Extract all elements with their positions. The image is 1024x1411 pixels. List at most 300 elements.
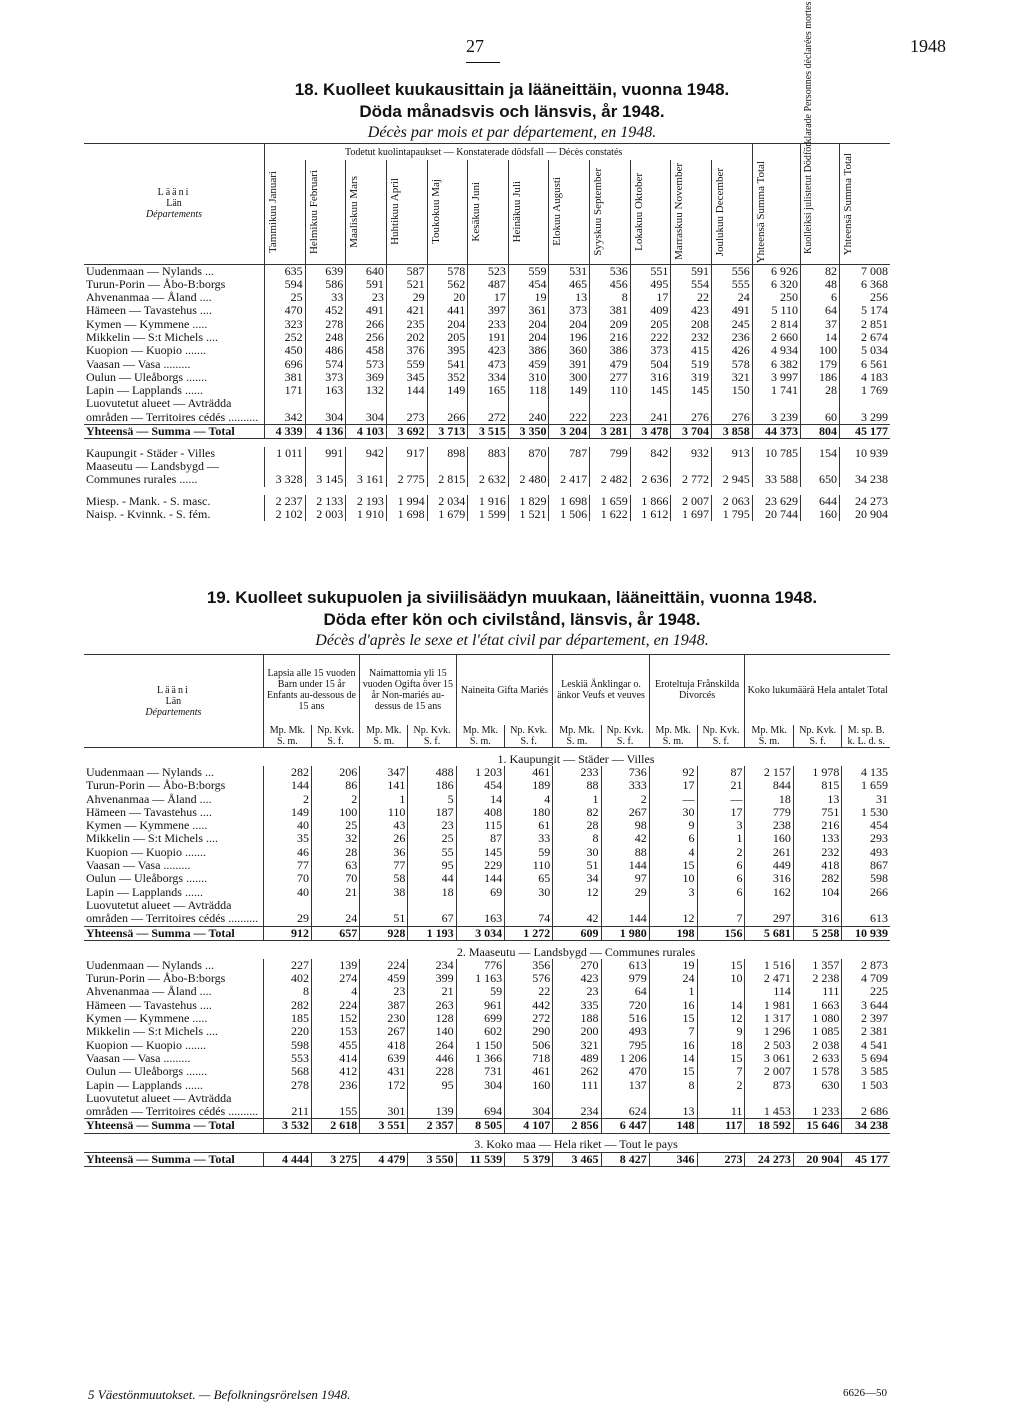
row-label: Hämeen — Tavastehus .... — [86, 303, 212, 318]
section-row — [84, 748, 890, 767]
cell: 3 034 — [456, 926, 504, 940]
row-label: Uudenmaan — Nylands ... — [86, 957, 214, 972]
cell: 10 — [649, 872, 697, 885]
cell: 1 011 — [265, 447, 306, 460]
cell — [697, 985, 745, 998]
cell: 216 — [793, 819, 841, 832]
col-header-4: Toukokuu Maj — [429, 179, 442, 245]
stub-header-fi: Lääni — [157, 187, 191, 199]
cell: 198 — [649, 926, 697, 940]
group-header-3: Leskiä Änklingar o. änkor Veufs et veuves — [553, 655, 649, 726]
cell: 657 — [311, 926, 359, 940]
cell: 559 — [508, 264, 549, 278]
row-label: Ahvenanmaa — Åland .... — [86, 984, 212, 999]
cell: 4 107 — [505, 1119, 553, 1133]
table-row — [84, 331, 890, 344]
cell: 4 136 — [305, 425, 346, 439]
cell: 491 — [712, 304, 753, 317]
cell: 4 339 — [265, 425, 306, 439]
cell: 373 — [305, 371, 346, 384]
cell: 883 — [468, 447, 509, 460]
cell: 2 636 — [630, 460, 671, 487]
cell: 346 — [649, 1152, 697, 1166]
col-header-0: Tammikuu Januari — [267, 170, 279, 253]
cell: 1 085 — [793, 1025, 841, 1038]
table-row — [84, 358, 890, 371]
cell: 576 — [505, 972, 553, 985]
cell: 117 — [697, 1119, 745, 1133]
cell: 11 — [697, 1092, 745, 1119]
cell: 26 — [360, 832, 408, 845]
cell: 1 521 — [508, 508, 549, 521]
row-label: Ahvenanmaa — Åland .... — [86, 290, 212, 305]
cell: 360 — [549, 344, 590, 357]
cell: 20 744 — [752, 508, 800, 521]
cell: 516 — [601, 1012, 649, 1025]
table-row — [84, 872, 890, 885]
cell: 160 — [745, 832, 793, 845]
cell: 1 — [697, 832, 745, 845]
cell: 334 — [468, 371, 509, 384]
cell: 3 585 — [842, 1065, 890, 1078]
cell: 240 — [508, 397, 549, 424]
subcol-header: M. sp. B. k. L. d. s. — [842, 725, 890, 748]
cell: 506 — [505, 1039, 553, 1052]
row-label: Turun-Porin — Åbo-B:borgs — [86, 971, 226, 986]
cell: 3 350 — [508, 425, 549, 439]
cell: 153 — [311, 1025, 359, 1038]
table-row — [84, 1065, 890, 1078]
table-row — [84, 793, 890, 806]
cell: 188 — [553, 1012, 601, 1025]
group-header: Todetut kuolintapaukset — Konstaterade dödsfall — Décès constatés — [265, 144, 753, 161]
cell: 751 — [793, 806, 841, 819]
cell: 33 588 — [752, 460, 800, 487]
cell: 28 — [801, 384, 840, 397]
cell: 2 034 — [427, 495, 468, 508]
cell: 77 — [263, 859, 311, 872]
cell: 2 660 — [752, 331, 800, 344]
row-label: Kuopion — Kuopio ....... — [86, 343, 206, 358]
cell: 2 381 — [842, 1025, 890, 1038]
table18-title-fi: 18. Kuolleet kuukausittain ja lääneittäin, vuonna 1948. — [294, 80, 730, 99]
row-label: Hämeen — Tavastehus .... — [86, 804, 212, 819]
cell: 304 — [305, 397, 346, 424]
cell: 29 — [386, 291, 427, 304]
cell: 2 007 — [671, 495, 712, 508]
cell: 38 — [360, 886, 408, 899]
cell: 381 — [590, 304, 631, 317]
table-row — [84, 397, 890, 424]
cell: 1 916 — [468, 495, 509, 508]
cell: 541 — [427, 358, 468, 371]
cell: 2 063 — [712, 495, 753, 508]
cell: 18 592 — [745, 1119, 793, 1133]
cell: 441 — [427, 304, 468, 317]
cell: 2 102 — [265, 508, 306, 521]
cell: 10 785 — [752, 447, 800, 460]
cell: 40 — [263, 886, 311, 899]
cell: 867 — [842, 859, 890, 872]
cell: 18 — [745, 793, 793, 806]
cell: 17 — [630, 291, 671, 304]
cell: 256 — [346, 331, 387, 344]
cell: 1 622 — [590, 508, 631, 521]
row-label: Lapin — Lapplands ...... — [86, 884, 203, 899]
cell: 555 — [712, 278, 753, 291]
cell: 248 — [305, 331, 346, 344]
cell: 45 177 — [842, 1152, 890, 1166]
cell: 321 — [553, 1039, 601, 1052]
cell: 274 — [311, 972, 359, 985]
table-row — [84, 1052, 890, 1065]
cell: 15 — [649, 859, 697, 872]
cell: 495 — [630, 278, 671, 291]
cell: 1 233 — [793, 1092, 841, 1119]
cell: 23 — [408, 819, 456, 832]
cell: 205 — [427, 331, 468, 344]
cell: 273 — [386, 397, 427, 424]
cell: 5 174 — [840, 304, 891, 317]
cell: 873 — [745, 1079, 793, 1092]
subcol-header: Np. Kvk. S. f. — [505, 725, 553, 748]
footer-right: 6626—50 — [843, 1387, 887, 1399]
cell: 22 — [505, 985, 553, 998]
cell: 1 506 — [549, 508, 590, 521]
cell: 2 357 — [408, 1119, 456, 1133]
group-header-5: Koko lukumäärä Hela antalet Total — [745, 655, 890, 726]
row-label: Kymen — Kymmene ..... — [86, 818, 208, 833]
cell: 82 — [553, 806, 601, 819]
cell: 386 — [590, 344, 631, 357]
cell: 110 — [505, 859, 553, 872]
table-row — [84, 806, 890, 819]
subcol-header: Mp. Mk. S. m. — [745, 725, 793, 748]
col-header-3: Huhtikuu April — [388, 178, 401, 246]
cell: 16 — [649, 999, 697, 1012]
cell: 5 694 — [842, 1052, 890, 1065]
cell: 252 — [265, 331, 306, 344]
cell: 423 — [468, 344, 509, 357]
cell: 423 — [553, 972, 601, 985]
table-row — [84, 766, 890, 779]
row-label: Uudenmaan — Nylands ... — [86, 263, 214, 278]
cell: 7 — [697, 1065, 745, 1078]
cell: 554 — [671, 278, 712, 291]
cell: 3 — [697, 819, 745, 832]
cell: 34 238 — [842, 1119, 890, 1133]
cell: 304 — [346, 397, 387, 424]
cell: 233 — [553, 766, 601, 779]
cell: 2 814 — [752, 318, 800, 331]
cell: 48 — [801, 278, 840, 291]
cell: 1 — [360, 793, 408, 806]
cell: 3 275 — [311, 1152, 359, 1166]
cell: 799 — [590, 447, 631, 460]
table18-title-fr: Décès par mois et par département, en 1948. — [367, 124, 657, 141]
cell: 4 — [311, 985, 359, 998]
cell: 2 686 — [842, 1092, 890, 1119]
cell: 266 — [842, 886, 890, 899]
table19-title-fr: Décès d'après le sexe et l'état civil par département, en 1948. — [315, 632, 709, 649]
cell: 347 — [360, 766, 408, 779]
table-row — [84, 384, 890, 397]
cell: 1 829 — [508, 495, 549, 508]
page-year: 1948 — [910, 36, 946, 56]
row-label: Kymen — Kymmene ..... — [86, 316, 208, 331]
cell: 21 — [697, 779, 745, 792]
cell: 6 368 — [840, 278, 891, 291]
cell: 720 — [601, 999, 649, 1012]
cell: 224 — [360, 959, 408, 972]
cell: 24 273 — [745, 1152, 793, 1166]
cell: 431 — [360, 1065, 408, 1078]
cell: 470 — [265, 304, 306, 317]
cell: 3 465 — [553, 1152, 601, 1166]
cell: 58 — [360, 872, 408, 885]
cell: 473 — [468, 358, 509, 371]
cell: 461 — [505, 1065, 553, 1078]
cell: 9 — [649, 819, 697, 832]
table-row — [84, 899, 890, 926]
cell: 1 659 — [842, 779, 890, 792]
cell: 14 — [456, 793, 504, 806]
cell: 4 444 — [263, 1152, 311, 1166]
cell: 718 — [505, 1052, 553, 1065]
cell: 1 150 — [456, 1039, 504, 1052]
cell: 139 — [408, 1092, 456, 1119]
cell: 160 — [505, 1079, 553, 1092]
cell: 149 — [549, 384, 590, 397]
cell: 152 — [311, 1012, 359, 1025]
cell: 276 — [712, 397, 753, 424]
cell: 319 — [671, 371, 712, 384]
cell: 186 — [801, 371, 840, 384]
cell: 1 994 — [386, 495, 427, 508]
cell: 14 — [649, 1052, 697, 1065]
cell: 70 — [263, 872, 311, 885]
cell: 942 — [346, 447, 387, 460]
table-row — [84, 278, 890, 291]
cell: 912 — [263, 926, 311, 940]
cell: 373 — [549, 304, 590, 317]
cell: 961 — [456, 999, 504, 1012]
table-row — [84, 1119, 890, 1133]
cell: 110 — [360, 806, 408, 819]
group-header-0: Lapsia alle 15 vuoden Barn under 15 år Enfants au-dessous de 15 ans — [263, 655, 359, 726]
cell: 459 — [360, 972, 408, 985]
cell: 216 — [590, 331, 631, 344]
cell: 160 — [801, 508, 840, 521]
cell: 92 — [649, 766, 697, 779]
cell: 300 — [549, 371, 590, 384]
cell: 9 — [697, 1025, 745, 1038]
cell: 15 — [697, 1052, 745, 1065]
cell: 115 — [456, 819, 504, 832]
cell: 144 — [601, 899, 649, 926]
cell: 245 — [712, 318, 753, 331]
cell: 736 — [601, 766, 649, 779]
row-label: Hämeen — Tavastehus .... — [86, 997, 212, 1012]
cell: 186 — [408, 779, 456, 792]
cell: 493 — [842, 846, 890, 859]
cell: 290 — [505, 1025, 553, 1038]
row-label: Luovutetut alueet — Avträdda områden — Territoires cédés .......... — [86, 897, 259, 926]
table-row — [84, 972, 890, 985]
cell: 3 204 — [549, 425, 590, 439]
cell: 1 357 — [793, 959, 841, 972]
row-label: Maaseutu — Landsbygd — Communes rurales ...... — [86, 459, 219, 487]
cell: 95 — [408, 859, 456, 872]
cell: 145 — [630, 384, 671, 397]
cell: 128 — [408, 1012, 456, 1025]
subcol-header: Np. Kvk. S. f. — [601, 725, 649, 748]
cell: 23 — [553, 985, 601, 998]
subcol-header: Mp. Mk. S. m. — [553, 725, 601, 748]
cell: 452 — [305, 304, 346, 317]
row-label: Ahvenanmaa — Åland .... — [86, 791, 212, 806]
table-row — [84, 318, 890, 331]
cell: 1 193 — [408, 926, 456, 940]
cell: 69 — [456, 886, 504, 899]
cell: 156 — [697, 926, 745, 940]
cell: 624 — [601, 1092, 649, 1119]
cell: 24 — [311, 899, 359, 926]
table-row — [84, 832, 890, 845]
subcol-header: Mp. Mk. S. m. — [456, 725, 504, 748]
cell: 261 — [745, 846, 793, 859]
cell: 86 — [311, 779, 359, 792]
cell: 304 — [456, 1079, 504, 1092]
cell: 77 — [360, 859, 408, 872]
cell: 412 — [311, 1065, 359, 1078]
cell: 301 — [360, 1092, 408, 1119]
cell: 32 — [311, 832, 359, 845]
cell: 21 — [311, 886, 359, 899]
cell: 470 — [601, 1065, 649, 1078]
cell: 1 978 — [793, 766, 841, 779]
row-label: Kuopion — Kuopio ....... — [86, 844, 206, 859]
subcol-header: Np. Kvk. S. f. — [697, 725, 745, 748]
cell: 42 — [601, 832, 649, 845]
table-19 — [84, 654, 890, 1167]
cell: 397 — [468, 304, 509, 317]
cell: 40 — [263, 819, 311, 832]
cell: 256 — [840, 291, 891, 304]
cell: 1 795 — [712, 508, 753, 521]
cell: 3 997 — [752, 371, 800, 384]
table-row — [84, 508, 890, 521]
cell: 110 — [590, 384, 631, 397]
row-label: Mikkelin — S:t Michels .... — [86, 831, 218, 846]
row-label: Yhteensä — Summa — Total — [86, 925, 235, 940]
cell: 15 646 — [793, 1119, 841, 1133]
cell: 42 — [553, 899, 601, 926]
cell: 220 — [263, 1025, 311, 1038]
cell: 46 — [263, 846, 311, 859]
subcol-header: Mp. Mk. S. m. — [360, 725, 408, 748]
cell: 12 — [649, 899, 697, 926]
cell: 556 — [712, 264, 753, 278]
cell: 19 — [508, 291, 549, 304]
cell: 87 — [456, 832, 504, 845]
cell: 227 — [263, 959, 311, 972]
section-title: 2. Maaseutu — Landsbygd — Communes rurales — [456, 944, 696, 959]
cell: 3 239 — [752, 397, 800, 424]
group-header-2: Naineita Gifta Mariés — [456, 655, 553, 726]
cell: 234 — [553, 1092, 601, 1119]
cell: 519 — [671, 358, 712, 371]
cell: 4 541 — [842, 1039, 890, 1052]
section-row — [84, 940, 890, 959]
cell: 699 — [456, 1012, 504, 1025]
cell: 316 — [793, 899, 841, 926]
cell: 450 — [265, 344, 306, 357]
cell: 208 — [671, 318, 712, 331]
cell: 20 904 — [840, 508, 891, 521]
cell: 387 — [360, 999, 408, 1012]
cell: 204 — [508, 318, 549, 331]
cell: 141 — [360, 779, 408, 792]
cell: 2 873 — [842, 959, 890, 972]
cell: 236 — [712, 331, 753, 344]
cell: 650 — [801, 460, 840, 487]
cell: 488 — [408, 766, 456, 779]
table19-title-fi: 19. Kuolleet sukupuolen ja siviilisäädyn muukaan, lääneittäin, vuonna 1948. — [206, 588, 818, 607]
row-label: Naisp. - Kvinnk. - S. fém. — [86, 507, 211, 522]
cell: 264 — [408, 1039, 456, 1052]
cell: 238 — [745, 819, 793, 832]
cell: 139 — [311, 959, 359, 972]
col-grand-total: Yhteensä Summa Total — [842, 152, 854, 255]
cell: 491 — [346, 304, 387, 317]
cell: 17 — [649, 779, 697, 792]
cell: 489 — [553, 1052, 601, 1065]
cell: 272 — [468, 397, 509, 424]
table-row — [84, 344, 890, 357]
cell: 163 — [305, 384, 346, 397]
cell: 209 — [590, 318, 631, 331]
cell: 639 — [360, 1052, 408, 1065]
table-row — [84, 1092, 890, 1119]
cell: 132 — [346, 384, 387, 397]
cell: 20 904 — [793, 1152, 841, 1166]
stub-header-fi: Lääni — [156, 684, 190, 696]
cell: 804 — [801, 425, 840, 439]
cell: 1 080 — [793, 1012, 841, 1025]
cell: 4 135 — [842, 766, 890, 779]
row-label: Yhteensä — Summa — Total — [86, 1118, 235, 1133]
table-row — [84, 985, 890, 998]
cell: 51 — [360, 899, 408, 926]
cell: 6 382 — [752, 358, 800, 371]
page-number: 27 — [466, 36, 484, 56]
cell: 222 — [630, 331, 671, 344]
cell: 144 — [263, 779, 311, 792]
cell: 465 — [549, 278, 590, 291]
cell: 17 — [697, 806, 745, 819]
cell: 11 539 — [456, 1152, 504, 1166]
cell: 694 — [456, 1092, 504, 1119]
cell: 282 — [793, 872, 841, 885]
row-label: Mikkelin — S:t Michels .... — [86, 1024, 218, 1039]
cell: 7 — [697, 899, 745, 926]
row-label: Mikkelin — S:t Michels .... — [86, 329, 218, 344]
cell: 165 — [468, 384, 509, 397]
cell: 449 — [745, 859, 793, 872]
cell: 381 — [265, 371, 306, 384]
cell: 4 103 — [346, 425, 387, 439]
